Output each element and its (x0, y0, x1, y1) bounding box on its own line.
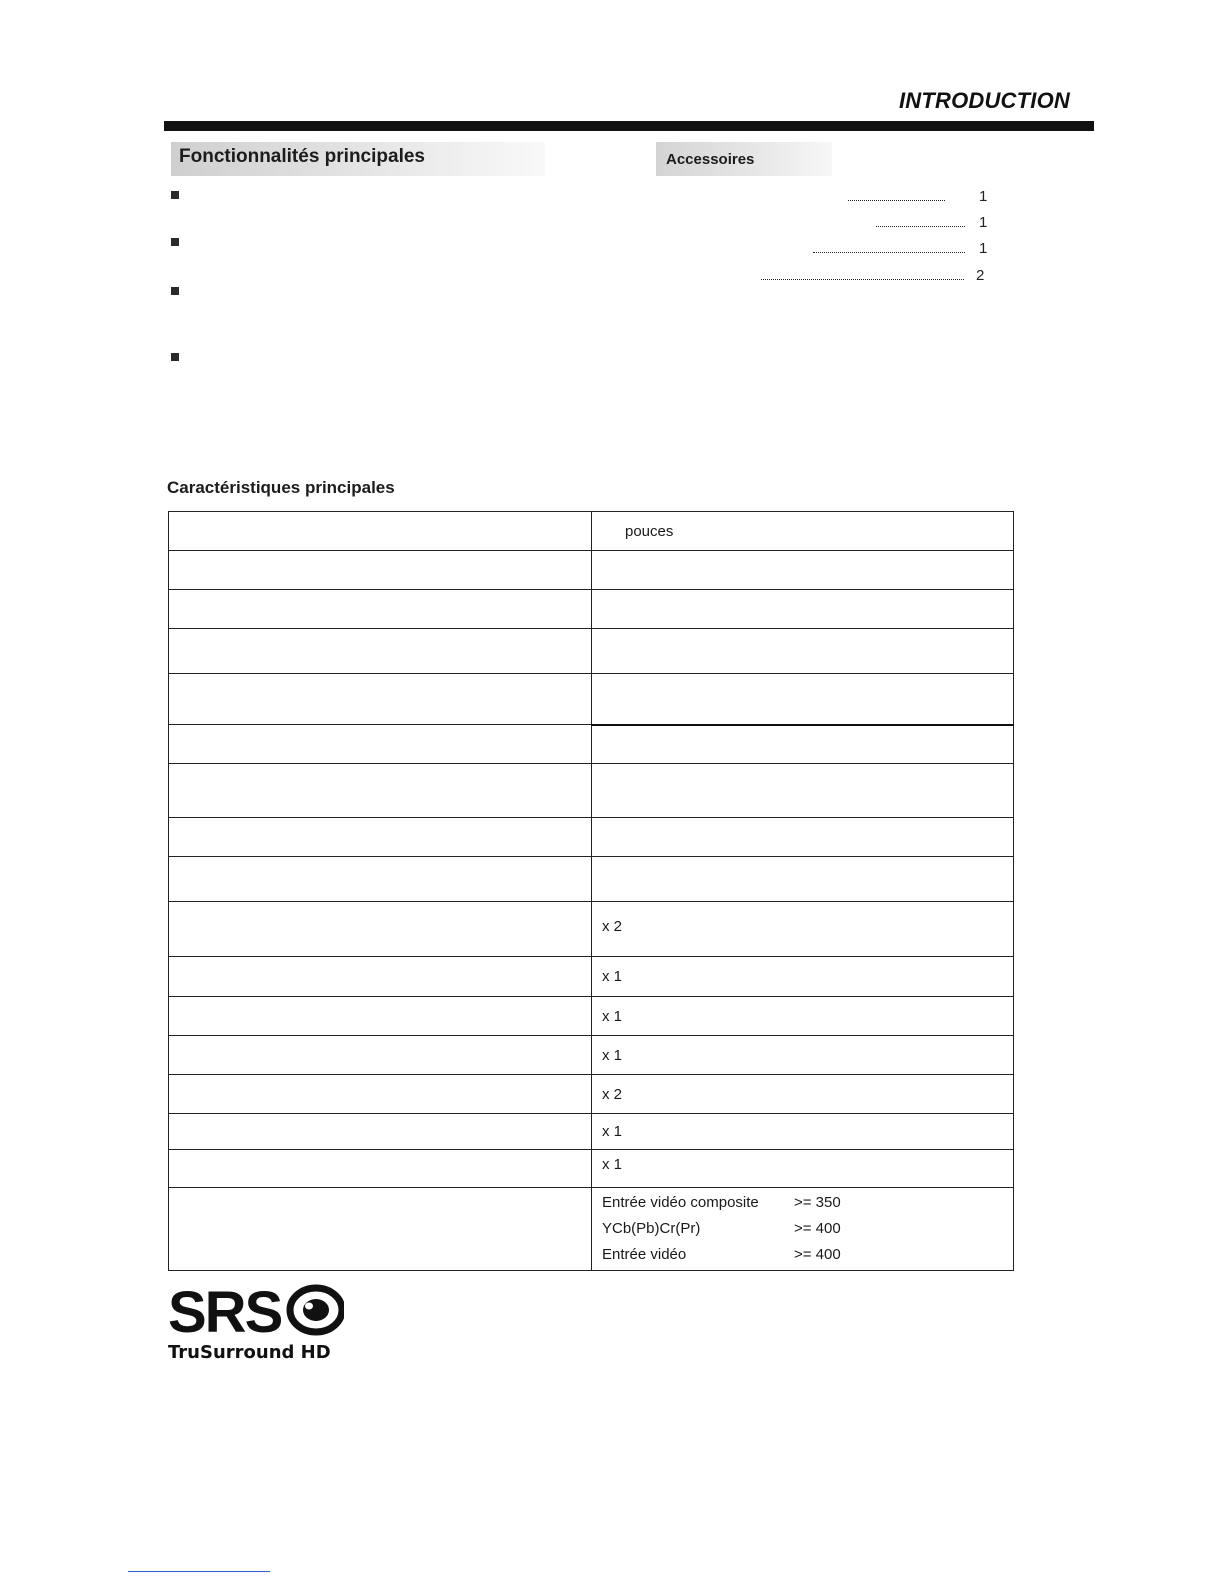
spec-label (169, 590, 592, 629)
table-row (169, 725, 1014, 764)
table-row (169, 1036, 1014, 1075)
table-row (169, 1114, 1014, 1150)
svg-text:SRS: SRS (168, 1282, 282, 1345)
page-header-title: INTRODUCTION (898, 88, 1070, 113)
accessory-leader-dots (813, 252, 965, 253)
accessory-quantity: 2 (976, 267, 985, 284)
table-row (169, 1188, 1014, 1271)
resolution-line (602, 1242, 1003, 1268)
resolution-line (602, 1190, 1003, 1216)
resolution-cell (592, 1188, 1014, 1271)
spec-value (592, 674, 1014, 725)
spec-value: x 1 (592, 957, 1014, 997)
spec-label (169, 1188, 592, 1271)
footer-link-underline (128, 1571, 270, 1572)
spec-label (169, 1036, 592, 1075)
accessory-leader-dots (848, 200, 945, 201)
spec-label (169, 1150, 592, 1188)
spec-label (169, 957, 592, 997)
resolution-value: >= 400 (794, 1220, 841, 1237)
spec-value: x 1 (592, 1114, 1014, 1150)
features-title: Fonctionnalités principales (179, 146, 425, 167)
resolution-name: YCb(Pb)Cr(Pr) (602, 1220, 701, 1237)
accessories-section-header (656, 142, 832, 176)
spec-value: pouces (592, 512, 1014, 551)
header-rule (164, 121, 1094, 131)
accessory-quantity: 1 (979, 188, 988, 205)
resolution-value: >= 400 (794, 1246, 841, 1263)
table-row (169, 1150, 1014, 1188)
table-row (169, 902, 1014, 957)
specs-title: Caractéristiques principales (167, 478, 395, 497)
table-row (169, 629, 1014, 674)
spec-label (169, 997, 592, 1036)
table-row (169, 818, 1014, 857)
spec-value (592, 764, 1014, 818)
spec-value (592, 857, 1014, 902)
spec-value: x 1 (592, 1036, 1014, 1075)
spec-value: x 1 (592, 997, 1014, 1036)
feature-bullet (171, 353, 179, 361)
resolution-line (602, 1216, 1003, 1242)
accessory-leader-dots (876, 226, 965, 227)
spec-label (169, 551, 592, 590)
spec-label (169, 725, 592, 764)
feature-bullet (171, 287, 179, 295)
resolution-value: >= 350 (794, 1194, 841, 1211)
table-row (169, 764, 1014, 818)
spec-value (592, 629, 1014, 674)
spec-label (169, 902, 592, 957)
spec-label (169, 1075, 592, 1114)
spec-value: x 1 (592, 1150, 1014, 1188)
spec-value: x 2 (592, 902, 1014, 957)
table-row (169, 674, 1014, 725)
accessories-title: Accessoires (666, 151, 755, 168)
table-row (169, 551, 1014, 590)
spec-label (169, 512, 592, 551)
table-row (169, 997, 1014, 1036)
spec-label (169, 764, 592, 818)
accessory-quantity: 1 (979, 240, 988, 257)
spec-label (169, 674, 592, 725)
table-row (169, 512, 1014, 551)
spec-label (169, 857, 592, 902)
accessory-quantity: 1 (979, 214, 988, 231)
spec-label (169, 629, 592, 674)
table-row (169, 957, 1014, 997)
feature-bullet (171, 191, 179, 199)
srs-trusurround-logo (168, 1282, 344, 1362)
specs-table (168, 511, 1014, 1271)
spec-label (169, 818, 592, 857)
spec-label (169, 1114, 592, 1150)
spec-value (592, 818, 1014, 857)
table-row (169, 1075, 1014, 1114)
resolution-name: Entrée vidéo (602, 1246, 687, 1263)
feature-bullet (171, 238, 179, 246)
accessory-leader-dots (761, 279, 964, 280)
features-section-header (171, 142, 545, 176)
table-row (169, 590, 1014, 629)
spec-value (592, 590, 1014, 629)
resolution-name: Entrée vidéo composite (602, 1194, 759, 1211)
spec-value: x 2 (592, 1075, 1014, 1114)
svg-text:TruSurround HD: TruSurround HD (168, 1342, 331, 1362)
table-row (169, 857, 1014, 902)
spec-value (592, 551, 1014, 590)
spec-value (592, 725, 1014, 764)
